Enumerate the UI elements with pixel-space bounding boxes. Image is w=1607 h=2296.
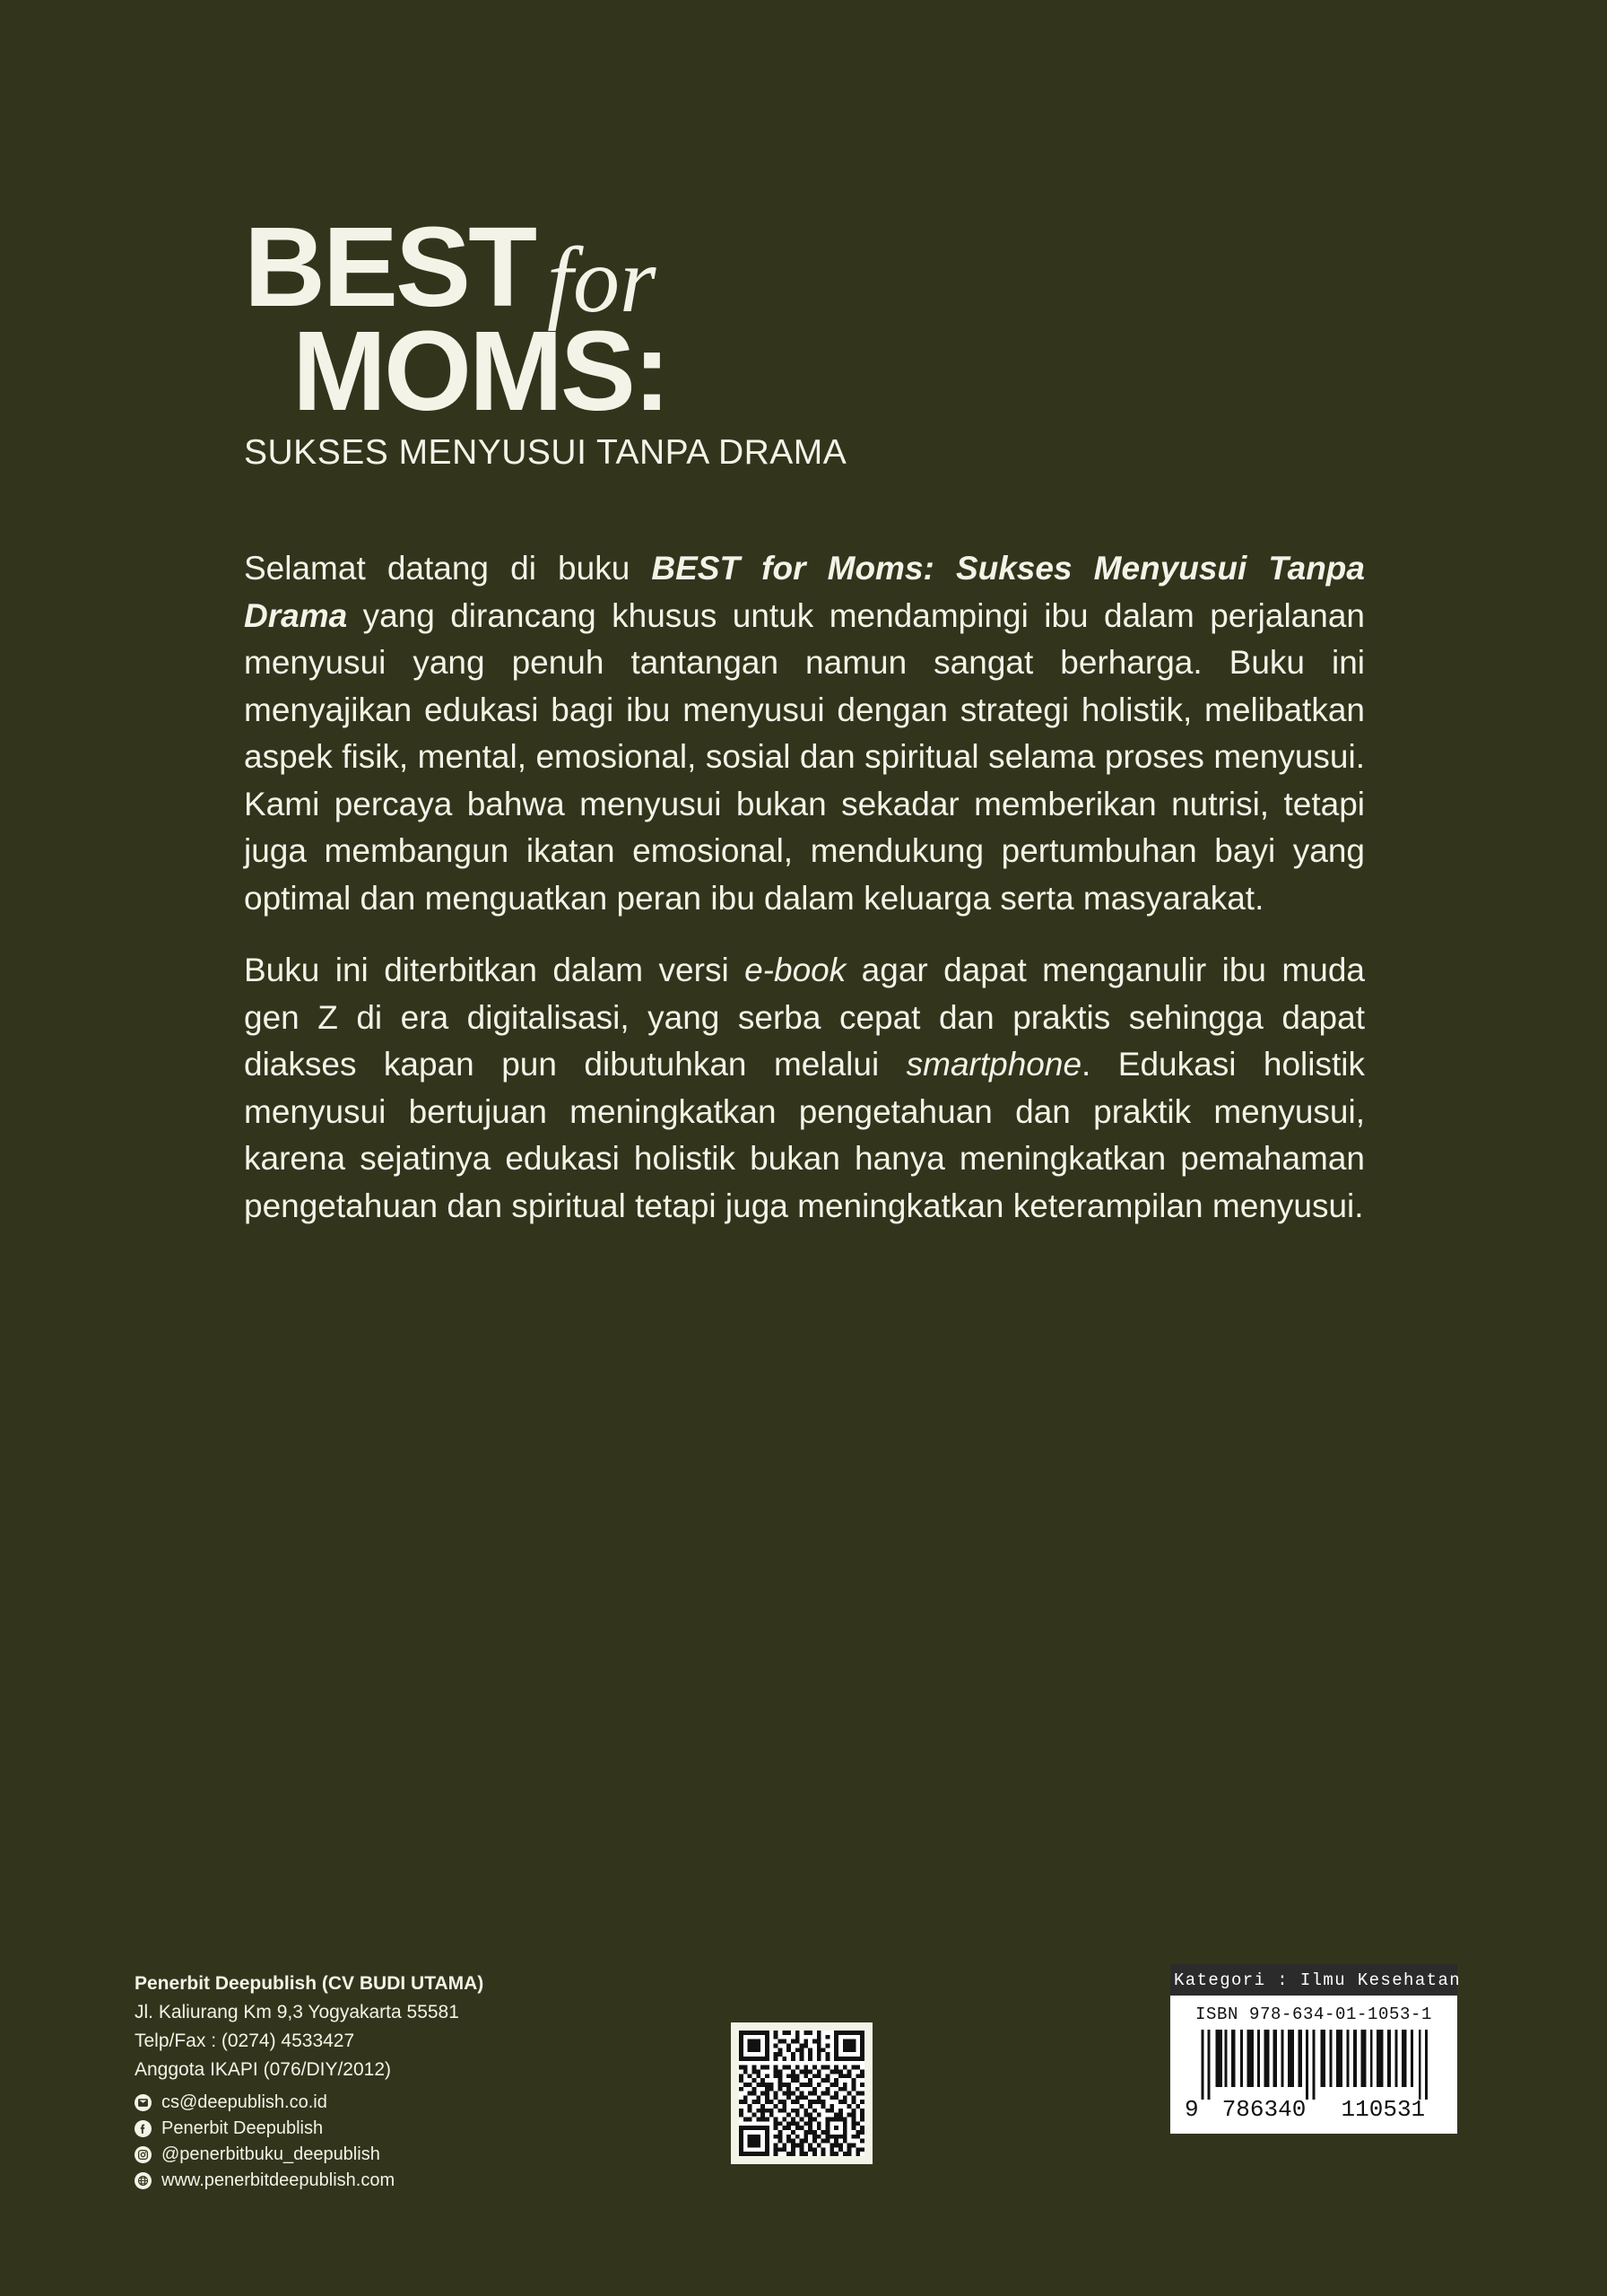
title-line-1: [244, 204, 1230, 332]
blurb-p1-rest: yang dirancang khusus untuk mendampingi ibu dalam perjalanan menyusui yang penuh tantangan namun sangat berharga. Buku ini menyajikan edukasi bagi ibu menyusui dengan strategi holistik, melibatkan aspek fisik, mental, emosional, sosial dan spiritual selama proses menyusui. Kami percaya bahwa menyusui bukan sekadar memberikan nutrisi, tetapi juga membangun ikatan emosional, mendukung pertumbuhan bayi yang optimal dan menguatkan peran ibu dalam keluarga serta masyarakat.: [244, 596, 1365, 917]
title-script-for: for: [547, 229, 656, 332]
contact-instagram-text: @penerbitbuku_deepublish: [161, 2144, 380, 2164]
blurb-p2-smartphone: smartphone: [906, 1046, 1082, 1083]
blurb-p1-book-title: BEST for Moms: Sukses Menyusui Tanpa Drama: [244, 550, 1365, 634]
title-main-best: BEST: [244, 204, 535, 330]
publisher-address: Jl. Kaliurang Km 9,3 Yogyakarta 55581: [135, 2001, 459, 2022]
isbn-number: ISBN 978-634-01-1053-1: [1194, 2005, 1433, 2024]
instagram-icon: [135, 2146, 152, 2163]
blurb-paragraph-2: [244, 947, 1365, 1230]
blurb-p1-lead: Selamat datang di buku: [244, 550, 652, 587]
publisher-info: [135, 1970, 601, 2196]
isbn-barcode-block: [1170, 1964, 1462, 2134]
barcode-area: [1183, 2030, 1445, 2126]
contact-instagram[interactable]: [135, 2144, 601, 2165]
kategori-label: Kategori : Ilmu Kesehatan: [1170, 1964, 1457, 1996]
title-block: [244, 204, 1230, 473]
blurb-p2-part3: . Edukasi holistik menyusui bertujuan meningkatkan pengetahuan dan praktik menyusui, karena sejatinya edukasi holistik bukan hanya meningkatkan pemahaman pengetahuan dan spiritual tetapi juga meningkatkan keterampilan menyusui.: [244, 1046, 1365, 1224]
qr-code[interactable]: [731, 2022, 873, 2164]
contact-facebook-text: Penerbit Deepublish: [161, 2118, 324, 2138]
blurb-p2-ebook: e-book: [744, 952, 847, 989]
ean-digit-1: 9: [1185, 2096, 1199, 2123]
blurb-p2-part2: agar dapat menganulir ibu muda gen Z di era digitalisasi, yang serba cepat dan praktis sehingga dapat diakses kapan pun dibutuhkan melalui: [244, 952, 1365, 1083]
barcode-graphic: [1183, 2030, 1445, 2100]
blurb-text: [244, 545, 1365, 1230]
qr-code-graphic: [739, 2031, 864, 2156]
contact-email[interactable]: [135, 2092, 601, 2113]
globe-icon: [135, 2172, 152, 2189]
facebook-icon: [135, 2120, 152, 2137]
ean-group-2: 786340: [1221, 2096, 1307, 2123]
publisher-phone: Telp/Fax : (0274) 4533427: [135, 2030, 355, 2051]
email-icon: [135, 2094, 152, 2111]
blurb-p2-part1: Buku ini diterbitkan dalam versi: [244, 952, 745, 989]
publisher-name: Penerbit Deepublish (CV BUDI UTAMA): [135, 1973, 484, 1994]
publisher-contacts: [135, 2092, 601, 2191]
contact-facebook[interactable]: [135, 2118, 601, 2139]
publisher-ikapi: Anggota IKAPI (076/DIY/2012): [135, 2058, 392, 2080]
ean-group-3: 110531: [1341, 2096, 1426, 2123]
contact-website[interactable]: [135, 2170, 601, 2191]
blurb-paragraph-1: [244, 545, 1365, 922]
contact-email-text: cs@deepublish.co.id: [161, 2092, 327, 2112]
title-line-2: MOMS:: [292, 308, 668, 435]
contact-website-text: www.penerbitdeepublish.com: [161, 2170, 395, 2190]
barcode-panel: [1170, 1996, 1457, 2134]
title-subtitle: SUKSES MENYUSUI TANPA DRAMA: [244, 432, 847, 472]
ean-digits: [1183, 2096, 1445, 2123]
